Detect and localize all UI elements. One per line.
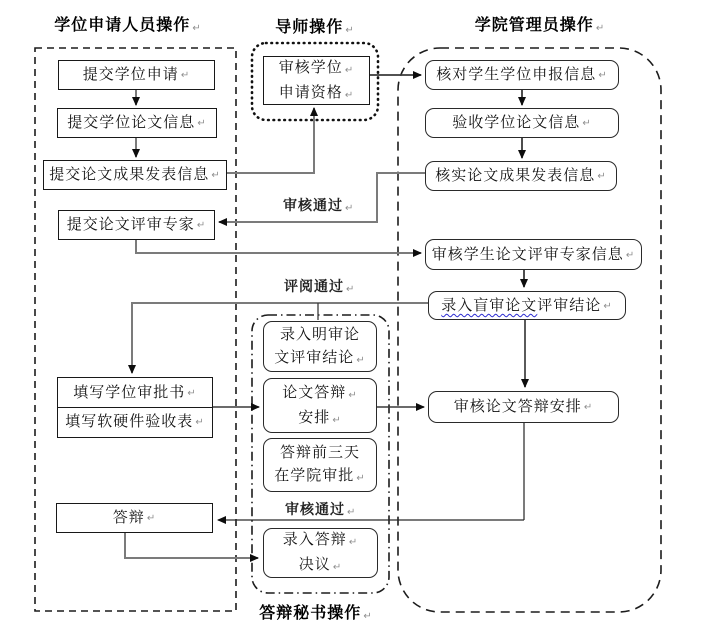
node-defense-plan xyxy=(263,378,377,433)
node-submit-thesis-info xyxy=(57,108,217,138)
node-label-line xyxy=(274,464,365,489)
node-label: 填写学位审批书 xyxy=(73,383,186,401)
node-supervisor-check-qualification xyxy=(263,56,370,105)
node-label: 在学院审批 xyxy=(274,467,355,484)
node-label: 提交学位论文信息 xyxy=(67,114,196,132)
return-mark: ↵ xyxy=(603,300,613,312)
applicant-group-title xyxy=(48,12,208,35)
node-label-line xyxy=(282,381,357,406)
node-fill-hardware-acceptance-form xyxy=(57,407,213,438)
supervisor-group-title xyxy=(255,14,375,37)
node-label-line xyxy=(279,56,354,81)
node-accept-thesis-info xyxy=(425,108,619,138)
node-label: 核实论文成果发表信息 xyxy=(435,167,596,185)
node-label: 填写软硬件验收表 xyxy=(65,413,194,431)
node-label-line xyxy=(274,346,365,371)
return-mark: ↵ xyxy=(196,220,207,232)
node-label: 审核学位 xyxy=(278,58,343,76)
edge-label-text: 审核通过 xyxy=(285,501,345,517)
node-label-line xyxy=(283,528,358,553)
return-mark: ↵ xyxy=(597,171,607,183)
node-label: 审核学生论文评审专家信息 xyxy=(431,245,624,263)
node-approve-three-days-before-defense xyxy=(263,438,377,492)
admin-group-title-text: 学院管理员操作 xyxy=(474,17,594,34)
return-mark: ↵ xyxy=(344,89,355,101)
arrow-defense-to-defense-resolution xyxy=(125,533,258,558)
node-fill-approval-form xyxy=(57,377,213,408)
edge-label-review-pass xyxy=(284,276,355,296)
edge-label-approve-top xyxy=(283,195,354,215)
return-mark: ↵ xyxy=(582,118,592,130)
node-submit-publication-info xyxy=(43,160,227,190)
node-enter-defense-resolution xyxy=(263,528,378,578)
node-label: 提交论文评审专家 xyxy=(66,216,195,234)
return-mark: ↵ xyxy=(356,354,366,366)
return-mark: ↵ xyxy=(187,387,197,399)
node-label: 审核论文答辩安排 xyxy=(453,398,582,416)
return-mark: ↵ xyxy=(345,25,355,36)
return-mark: ↵ xyxy=(332,414,342,426)
node-label: 录入明审论 xyxy=(279,325,360,343)
node-review-defense-plan xyxy=(428,391,619,423)
node-label: 答辩 xyxy=(112,509,145,527)
return-mark: ↵ xyxy=(180,70,191,82)
node-verify-application-info xyxy=(425,60,619,90)
node-label-rest: 评审结论 xyxy=(537,296,602,314)
node-submit-degree-application xyxy=(58,60,215,90)
return-mark: ↵ xyxy=(211,170,221,182)
return-mark: ↵ xyxy=(595,23,606,34)
node-label-line xyxy=(298,406,341,431)
arrow-submit-reviewers-to-review-reviewer-info xyxy=(136,240,421,253)
edge-label-approve-bottom xyxy=(285,499,356,519)
return-mark: ↵ xyxy=(332,562,343,573)
node-label: 决议 xyxy=(298,556,331,573)
return-mark: ↵ xyxy=(625,249,636,261)
return-mark: ↵ xyxy=(598,70,608,82)
node-verify-publication-info xyxy=(425,161,617,191)
return-mark: ↵ xyxy=(197,118,207,130)
return-mark: ↵ xyxy=(195,417,205,429)
node-submit-review-experts xyxy=(58,210,215,240)
node-label: 文评审结论 xyxy=(274,348,355,366)
applicant-group-title-text: 学位申请人员操作 xyxy=(54,17,191,34)
arrow-publication-info-to-supervisor-check xyxy=(227,108,314,173)
node-enter-open-review-result xyxy=(263,321,377,372)
supervisor-group-title-text: 导师操作 xyxy=(275,19,344,36)
edge-label-text: 评阅通过 xyxy=(284,278,344,294)
return-mark: ↵ xyxy=(344,64,355,76)
return-mark: ↵ xyxy=(348,537,359,548)
node-label: 申请资格 xyxy=(278,83,343,101)
node-label: 验收学位论文信息 xyxy=(452,114,581,132)
node-label xyxy=(441,297,601,314)
return-mark: ↵ xyxy=(356,473,366,484)
node-label: 安排 xyxy=(298,408,331,426)
secretary-group-title xyxy=(246,600,386,623)
spellcheck-underlined-text: 录入盲审论文 xyxy=(441,296,538,314)
node-defense xyxy=(56,503,213,533)
secretary-group-title-text: 答辩秘书操作 xyxy=(259,605,362,622)
return-mark: ↵ xyxy=(192,23,202,34)
node-label-line xyxy=(299,553,342,578)
return-mark: ↵ xyxy=(347,507,357,518)
return-mark: ↵ xyxy=(348,389,358,401)
return-mark: ↵ xyxy=(363,611,373,622)
node-label: 提交学位申请 xyxy=(82,66,179,84)
node-label-line xyxy=(280,441,360,464)
return-mark: ↵ xyxy=(345,203,355,214)
node-label-line xyxy=(280,323,360,346)
return-mark: ↵ xyxy=(346,284,356,295)
node-label: 提交论文成果发表信息 xyxy=(49,166,210,184)
node-label: 录入答辩 xyxy=(282,531,347,548)
node-enter-blind-review-result xyxy=(428,291,626,320)
node-label-line xyxy=(279,81,354,106)
node-review-reviewer-info xyxy=(425,239,642,270)
edge-label-text: 审核通过 xyxy=(283,197,343,213)
node-label: 论文答辩 xyxy=(282,383,347,401)
return-mark: ↵ xyxy=(583,402,594,414)
node-label: 核对学生学位申报信息 xyxy=(436,66,597,84)
return-mark: ↵ xyxy=(146,513,157,525)
node-label: 答辩前三天 xyxy=(279,444,360,461)
admin-group-title xyxy=(455,12,625,35)
